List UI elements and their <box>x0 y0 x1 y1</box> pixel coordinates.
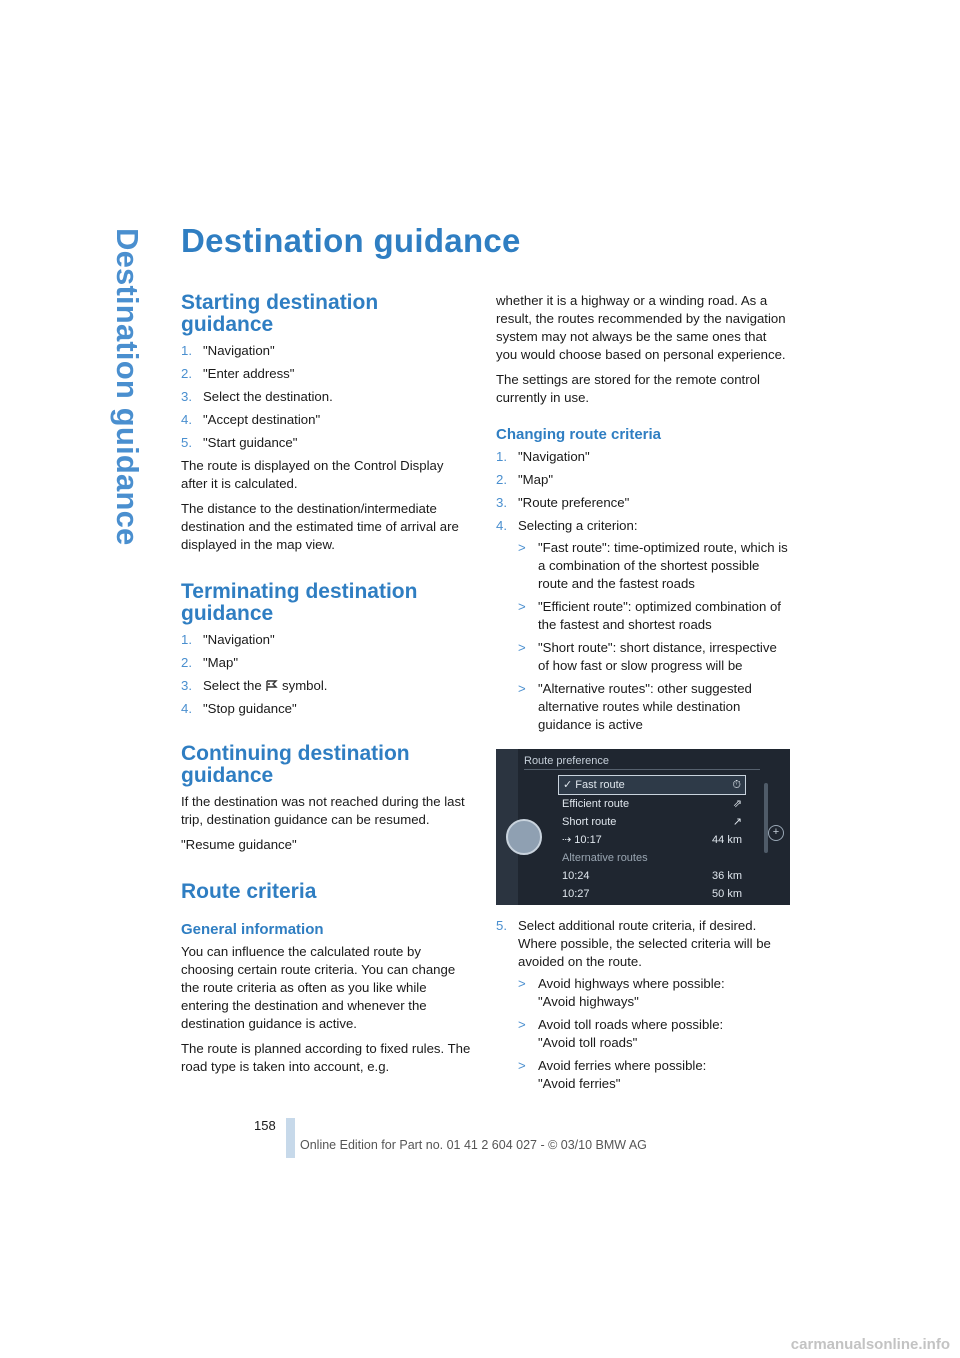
row-value: 36 km <box>712 870 742 882</box>
screen-header: Route preference <box>524 753 760 770</box>
row-value: ↗ <box>732 816 742 828</box>
list-item <box>181 434 473 452</box>
paragraph: The settings are stored for the remote control currently in use. <box>496 372 760 405</box>
heading-route-criteria: Route criteria <box>181 880 317 903</box>
screen-row-arrival <box>562 831 742 849</box>
bullet: > <box>518 1058 526 1073</box>
step-number: 2. <box>496 472 507 487</box>
list-item <box>181 677 473 695</box>
paragraph: You can influence the calculated route by choosing certain route criteria. You can change the route criteria as often as you like while entering the destination and whenever the destination guidance is active. <box>181 944 456 1031</box>
list-item <box>518 639 790 675</box>
screen-row-short-route <box>562 813 742 831</box>
steps-changing <box>496 448 790 739</box>
subheading-changing-route-criteria: Changing route criteria <box>496 426 662 443</box>
list-item <box>518 975 790 1011</box>
row-label: 10:27 <box>562 888 590 900</box>
avoid-description: Avoid toll roads where possible: <box>538 1017 724 1032</box>
paragraph: "Resume guidance" <box>181 837 297 852</box>
list-item <box>518 1057 790 1093</box>
row-label: 10:24 <box>562 870 590 882</box>
list-item <box>181 342 473 360</box>
page-number: 158 <box>254 1118 276 1133</box>
page-title: Destination guidance <box>181 222 521 259</box>
step-text: "Map" <box>518 472 554 487</box>
list-item <box>496 517 790 739</box>
screen-row-efficient-route <box>562 795 742 813</box>
row-value: 50 km <box>712 888 742 900</box>
avoid-menu-label: "Avoid toll roads" <box>538 1035 638 1050</box>
list-item <box>496 448 790 466</box>
steps-starting <box>181 342 473 452</box>
step-text: "Enter address" <box>203 366 295 381</box>
side-section-label: Destination guidance <box>110 228 145 546</box>
step-text: "Route preference" <box>518 495 630 510</box>
step-number: 2. <box>181 655 192 670</box>
row-label: Efficient route <box>562 798 630 810</box>
step-number: 3. <box>181 389 192 404</box>
row-label: ✓ Fast route <box>563 779 625 791</box>
step-text: "Map" <box>203 655 239 670</box>
side-section-tab <box>102 228 152 828</box>
paragraph: If the destination was not reached during the last trip, destination guidance can be resumed. <box>181 794 465 827</box>
list-item <box>181 700 473 718</box>
step-text-before: Select the <box>203 678 262 693</box>
list-item <box>518 539 790 593</box>
avoid-text <box>538 975 790 1011</box>
step-number: 5. <box>496 918 507 933</box>
step-text: "Start guidance" <box>203 435 298 450</box>
criterion-text: "Fast route": time-optimized route, which is a combination of the shortest possible route and the fastest roads <box>538 540 788 591</box>
row-value: 44 km <box>712 834 742 846</box>
footer-accent-bar <box>286 1118 295 1158</box>
row-label: ⇢ 10:17 <box>562 834 602 846</box>
avoid-menu-label: "Avoid ferries" <box>538 1076 621 1091</box>
step-number: 1. <box>181 632 192 647</box>
step-number: 2. <box>181 366 192 381</box>
heading-starting-guidance: Starting destination guidance <box>181 291 379 336</box>
avoid-list <box>518 975 790 1093</box>
step-body <box>518 917 790 1098</box>
list-item <box>181 654 473 672</box>
paragraph: whether it is a highway or a winding road. As a result, the routes recommended by the navigation system may not always be the same ones that you would choose based on personal experience. <box>496 293 786 362</box>
step-text: Select the destination. <box>203 389 333 404</box>
bullet: > <box>518 681 526 696</box>
scrollbar-indicator <box>764 783 768 853</box>
step-number: 4. <box>181 412 192 427</box>
steps-additional <box>496 917 790 1098</box>
step-number: 3. <box>181 678 192 693</box>
route-preference-screenshot <box>496 749 790 905</box>
paragraph: The distance to the destination/intermediate destination and the estimated time of arrival are displayed in the map view. <box>181 501 459 552</box>
bullet: > <box>518 540 526 555</box>
step-number: 4. <box>181 701 192 716</box>
avoid-text <box>538 1057 790 1093</box>
step-text: Select additional route criteria, if desired. Where possible, the selected criteria will be avoided on the route. <box>518 918 771 969</box>
screen-row-alt-2 <box>562 885 742 903</box>
step-body <box>518 517 790 739</box>
step-text <box>203 677 473 695</box>
criterion-text: "Alternative routes": other suggested alternative routes while destination guidance is active <box>538 681 752 732</box>
guidance-flag-icon <box>265 679 278 692</box>
subheading-general-information: General information <box>181 921 324 938</box>
paragraph: The route is displayed on the Control Display after it is calculated. <box>181 458 444 491</box>
list-item <box>181 365 473 383</box>
list-item <box>496 494 790 512</box>
bullet: > <box>518 1017 526 1032</box>
bullet: > <box>518 640 526 655</box>
step-text: "Navigation" <box>203 632 275 647</box>
screen-row-alt-1 <box>562 867 742 885</box>
step-number: 4. <box>496 518 507 533</box>
steps-terminating <box>181 631 473 718</box>
right-column <box>496 292 790 1103</box>
screen-row-alternative-routes <box>562 849 742 867</box>
heading-terminating-guidance: Terminating destination guidance <box>181 580 418 625</box>
row-label: Short route <box>562 816 617 828</box>
zoom-plus-icon: + <box>768 825 784 841</box>
avoid-description: Avoid ferries where possible: <box>538 1058 707 1073</box>
bullet: > <box>518 976 526 991</box>
step-text: "Navigation" <box>518 449 590 464</box>
avoid-text <box>538 1016 790 1052</box>
criteria-list <box>518 539 790 734</box>
list-item <box>496 917 790 1098</box>
step-text: "Stop guidance" <box>203 701 297 716</box>
avoid-menu-label: "Avoid highways" <box>538 994 639 1009</box>
criterion-text: "Short route": short distance, irrespective of how fast or slow progress will be <box>538 640 777 673</box>
step-text: "Accept destination" <box>203 412 321 427</box>
paragraph: The route is planned according to fixed rules. The road type is taken into account, e.g. <box>181 1041 471 1074</box>
criterion-text: "Efficient route": optimized combination of the fastest and shortest roads <box>538 599 781 632</box>
step-text: "Navigation" <box>203 343 275 358</box>
list-item <box>181 388 473 406</box>
step-number: 1. <box>181 343 192 358</box>
heading-continuing-guidance: Continuing destination guidance <box>181 742 410 787</box>
row-label: Alternative routes <box>562 852 648 864</box>
step-text: Selecting a criterion: <box>518 518 638 533</box>
step-text-after: symbol. <box>282 678 328 693</box>
left-column <box>181 292 473 1083</box>
watermark: carmanualsonline.info <box>790 1336 950 1353</box>
list-item <box>496 471 790 489</box>
list-item <box>181 411 473 429</box>
controller-knob-icon <box>506 819 542 855</box>
step-number: 5. <box>181 435 192 450</box>
step-number: 3. <box>496 495 507 510</box>
avoid-description: Avoid highways where possible: <box>538 976 725 991</box>
list-item <box>181 631 473 649</box>
row-value: ⇗ <box>732 798 742 810</box>
step-number: 1. <box>496 449 507 464</box>
bullet: > <box>518 599 526 614</box>
screen-row-fast-route <box>558 775 746 795</box>
footer-edition: Online Edition for Part no. 01 41 2 604 027 - © 03/10 BMW AG <box>300 1138 647 1152</box>
list-item <box>518 680 790 734</box>
list-item <box>518 1016 790 1052</box>
row-value: ⏱ <box>732 779 741 791</box>
list-item <box>518 598 790 634</box>
